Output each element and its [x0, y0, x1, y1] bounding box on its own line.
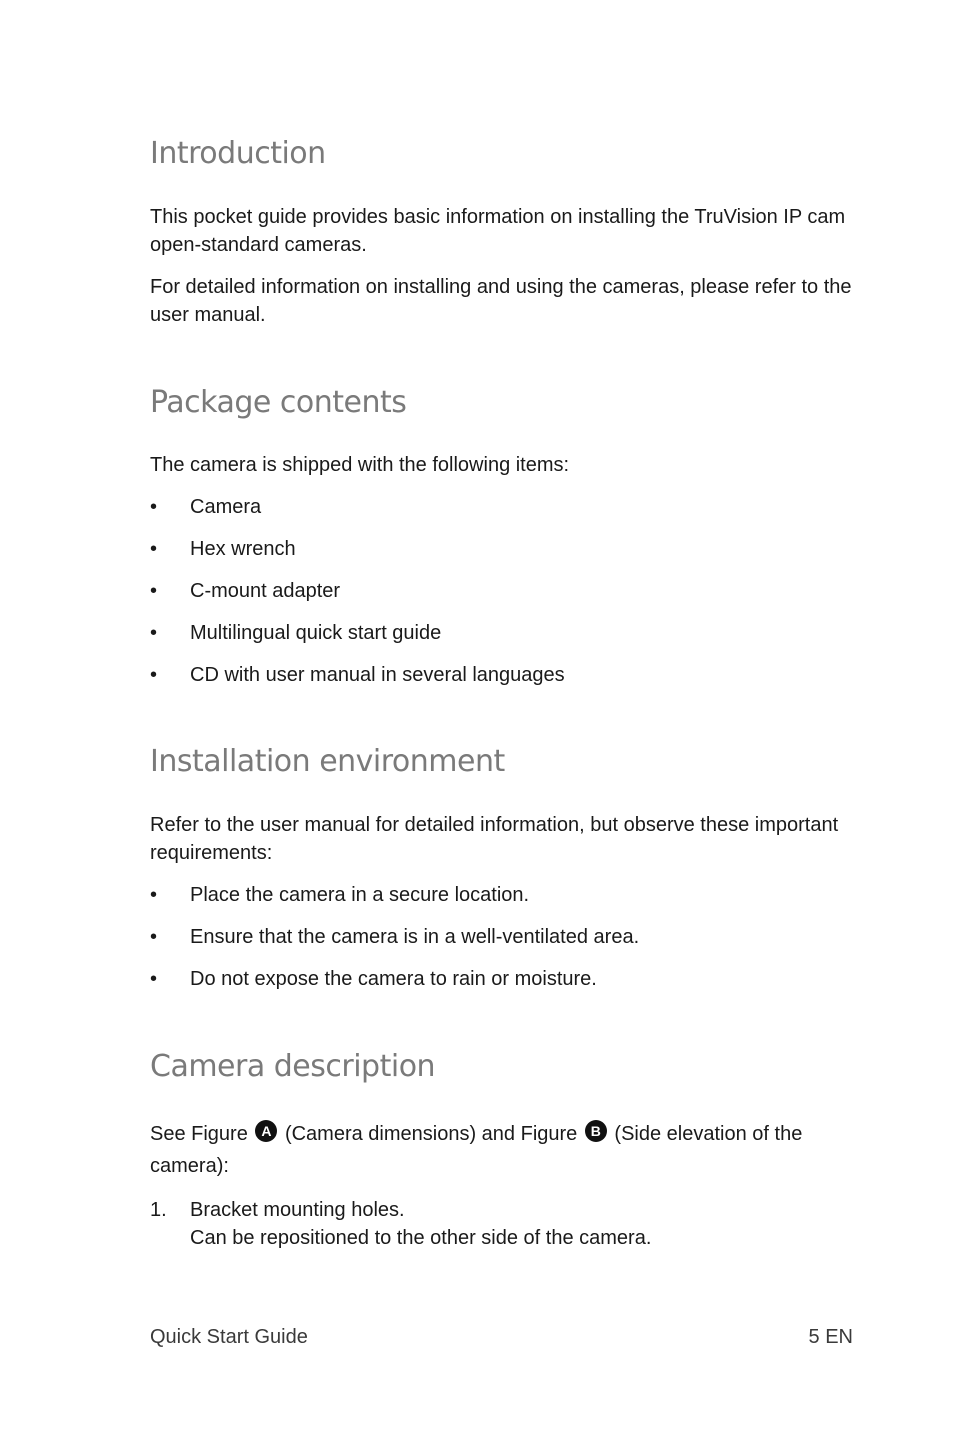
figure-b-badge: B	[585, 1120, 607, 1142]
bullet: •	[150, 538, 158, 560]
list-item-text: Hex wrench	[190, 538, 296, 560]
list-item	[150, 965, 855, 1007]
installation-intro: Refer to the user manual for detailed information, but observe these important requirements:	[150, 814, 839, 864]
list-item	[150, 535, 855, 577]
list-item-text: Ensure that the camera is in a well-ventilated area.	[190, 926, 640, 948]
list-item	[150, 923, 855, 965]
list-item	[150, 493, 855, 535]
list-item-text: Do not expose the camera to rain or moisture.	[190, 968, 597, 990]
bullet: •	[150, 664, 158, 686]
list-item-text: Multilingual quick start guide	[190, 622, 442, 644]
list-item-text: C-mount adapter	[190, 580, 341, 602]
intro-paragraph-1: This pocket guide provides basic information on installing the TruVision IP cam open-standard cameras.	[150, 206, 846, 256]
bullet: •	[150, 884, 158, 906]
list-item	[150, 1196, 855, 1252]
figure-a-badge: A	[255, 1120, 277, 1142]
bullet: •	[150, 622, 158, 644]
list-item	[150, 619, 855, 661]
intro-paragraph-2: For detailed information on installing and using the cameras, please refer to the user manual.	[150, 276, 852, 326]
bullet: •	[150, 580, 158, 602]
installation-requirements-list	[150, 881, 855, 1007]
step-number: 1.	[150, 1199, 167, 1221]
list-item	[150, 577, 855, 619]
list-item	[150, 881, 855, 923]
list-item-text: Place the camera in a secure location.	[190, 884, 530, 906]
footer-title: Quick Start Guide	[150, 1326, 308, 1348]
text-see-figure: See Figure	[150, 1123, 254, 1145]
text-figure-a-caption: (Camera dimensions) and Figure	[279, 1123, 583, 1145]
step-line-2: Can be repositioned to the other side of the camera.	[190, 1227, 652, 1249]
bullet: •	[150, 496, 158, 518]
heading-package-contents: Package contents	[150, 385, 407, 420]
heading-camera-description: Camera description	[150, 1049, 436, 1084]
camera-parts-list	[150, 1196, 855, 1252]
list-item-text: Camera	[190, 496, 262, 518]
step-line-1: Bracket mounting holes.	[190, 1199, 405, 1221]
heading-installation-environment: Installation environment	[150, 744, 505, 779]
camera-description-intro	[150, 1118, 855, 1182]
list-item	[150, 661, 855, 703]
bullet: •	[150, 968, 158, 990]
footer-page-number: 5 EN	[808, 1326, 853, 1348]
bullet: •	[150, 926, 158, 948]
package-intro: The camera is shipped with the following items:	[150, 454, 570, 476]
package-items-list	[150, 493, 855, 703]
text-figure-b-caption: (Side elevation of the camera):	[150, 1123, 803, 1177]
heading-introduction: Introduction	[150, 136, 326, 171]
list-item-text: CD with user manual in several languages	[190, 664, 565, 686]
